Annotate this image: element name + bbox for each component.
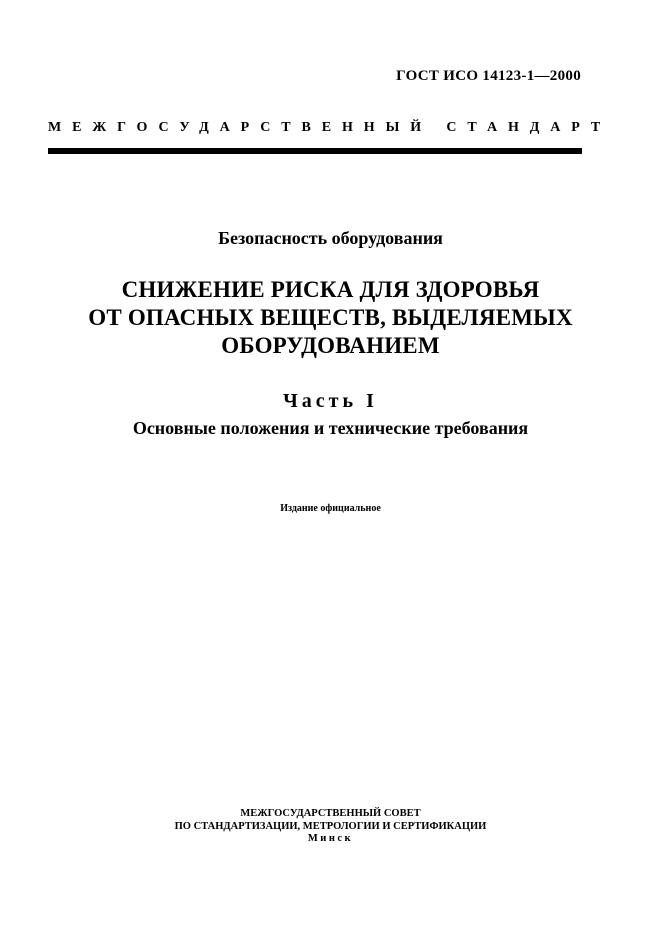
publisher-block	[0, 808, 661, 846]
publisher-line-2: ПО СТАНДАРТИЗАЦИИ, МЕТРОЛОГИИ И СЕРТИФИКАЦИИ	[174, 820, 487, 832]
document-subject: Безопасность оборудования	[218, 228, 443, 248]
header-rule-divider	[48, 148, 582, 154]
publisher-city: Минск	[307, 833, 354, 844]
document-main-title	[0, 276, 661, 360]
standard-type-heading: МЕЖГОСУДАРСТВЕННЫЙ СТАНДАРТ	[48, 120, 612, 135]
main-title-line-1: СНИЖЕНИЕ РИСКА ДЛЯ ЗДОРОВЬЯ	[121, 277, 540, 302]
edition-note: Издание официальное	[280, 503, 381, 514]
publisher-line-1: МЕЖГОСУДАРСТВЕННЫЙ СОВЕТ	[240, 808, 421, 819]
part-label: Часть I	[283, 390, 378, 412]
main-title-line-2: ОТ ОПАСНЫХ ВЕЩЕСТВ, ВЫДЕЛЯЕМЫХ	[88, 305, 573, 330]
document-number: ГОСТ ИСО 14123-1—2000	[396, 68, 581, 84]
main-title-line-3: ОБОРУДОВАНИЕМ	[221, 333, 440, 358]
part-title: Основные положения и технические требования	[132, 418, 529, 438]
